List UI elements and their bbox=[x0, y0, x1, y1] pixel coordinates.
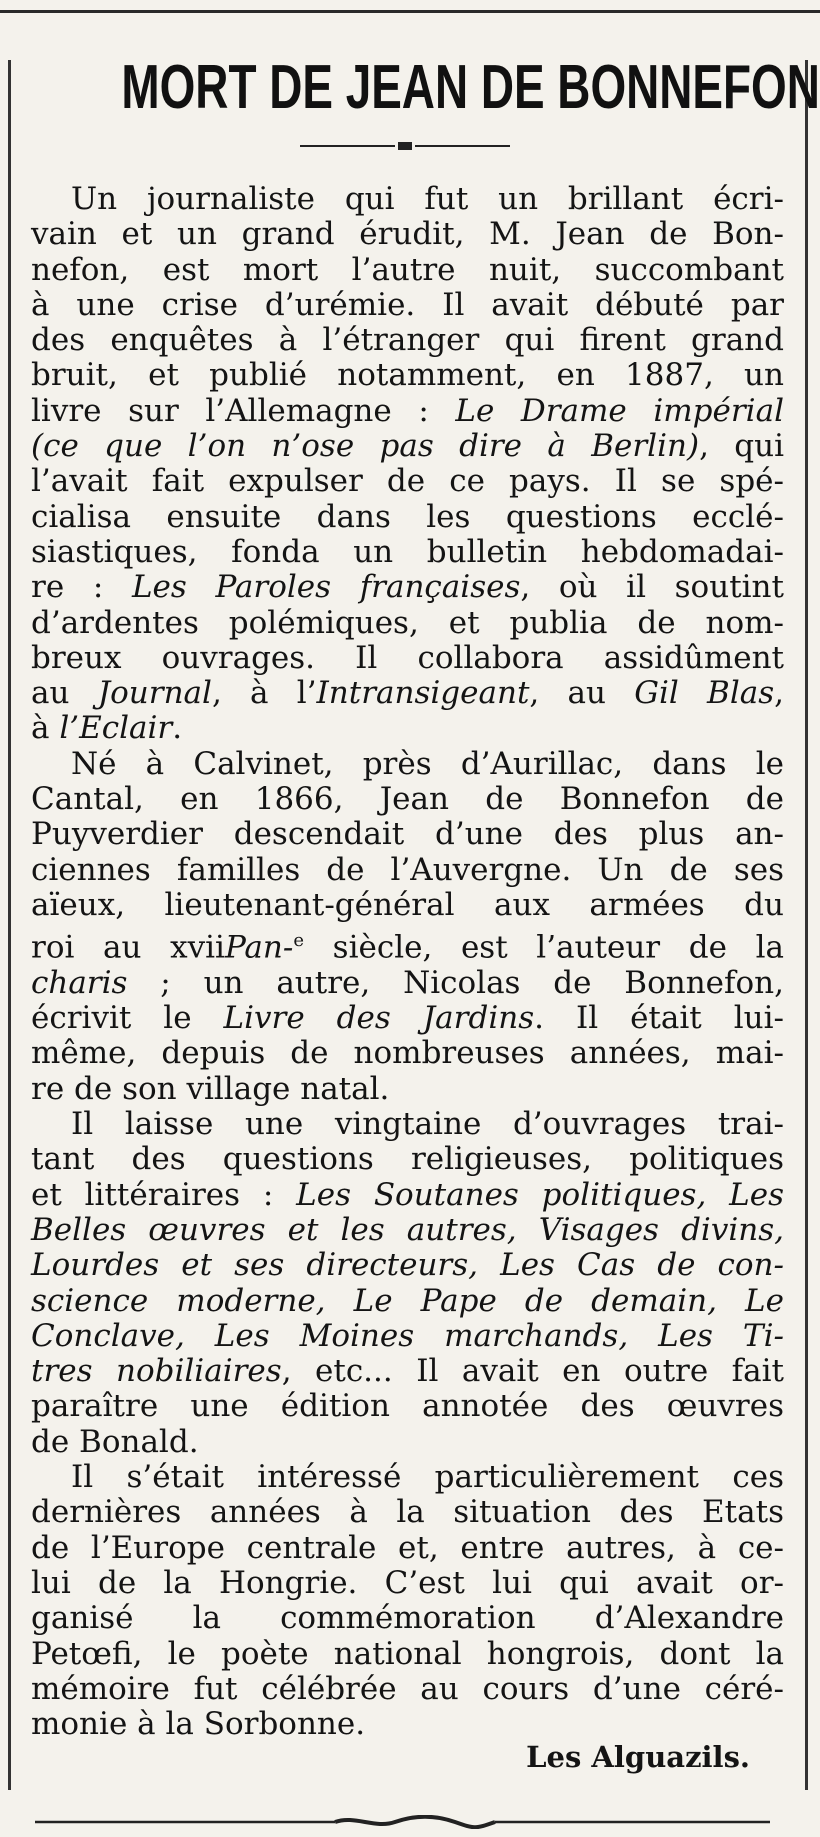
article-text: même, depuis de nombreuses années, mai- bbox=[31, 1035, 784, 1072]
article-text: monie à la Sorbonne. bbox=[31, 1706, 366, 1743]
article-text: e bbox=[293, 930, 305, 952]
article-line bbox=[31, 1672, 784, 1707]
article-line bbox=[31, 1178, 784, 1213]
article-text: re : bbox=[31, 569, 132, 606]
article-line bbox=[31, 182, 784, 217]
italic-title: Le Drame impérial bbox=[455, 392, 784, 429]
article-line bbox=[31, 1601, 784, 1636]
article-line bbox=[31, 429, 784, 464]
article-line bbox=[31, 1637, 784, 1672]
article-body bbox=[31, 182, 784, 1742]
article-text: d’ardentes polémiques, et publia de nom- bbox=[31, 604, 784, 641]
italic-title: Livre des Jardins bbox=[223, 1000, 535, 1037]
article-text: siastiques, fonda un bulletin hebdomadai- bbox=[31, 533, 784, 570]
article-text: livre sur l’Allemagne : bbox=[31, 392, 456, 429]
italic-title: Intransigeant bbox=[316, 675, 530, 712]
article-line bbox=[31, 711, 784, 746]
article-text: , bbox=[774, 675, 784, 712]
article-text: Petœfi, le poète national hongrois, dont la bbox=[31, 1635, 784, 1672]
bottom-ornament-rule bbox=[35, 1815, 770, 1829]
article-line bbox=[31, 253, 784, 288]
italic-title: science moderne, Le Pape de demain, Le bbox=[31, 1282, 784, 1319]
signature: Les Alguazils. bbox=[526, 1740, 750, 1774]
top-rule bbox=[0, 10, 820, 13]
article-text: l’avait fait expulser de ce pays. Il se spé- bbox=[31, 463, 784, 500]
article-text: Puyverdier descendait d’une des plus an- bbox=[31, 816, 784, 853]
title-ornament bbox=[300, 141, 510, 151]
article-text: . bbox=[172, 710, 183, 747]
article-text: nefon, est mort l’autre nuit, succombant bbox=[31, 251, 784, 288]
article-line bbox=[31, 1425, 784, 1460]
italic-title: Les Soutanes politiques, Les bbox=[296, 1176, 784, 1213]
headline: MORT DE JEAN DE BONNEFON bbox=[121, 53, 820, 122]
article-line bbox=[31, 535, 784, 570]
article-text: Cantal, en 1866, Jean de Bonnefon de bbox=[31, 781, 784, 818]
article-line bbox=[31, 641, 784, 676]
article-line bbox=[31, 570, 784, 605]
article-text: à une crise d’urémie. Il avait débuté par bbox=[31, 286, 784, 323]
article-line bbox=[31, 217, 784, 252]
article-line bbox=[31, 1389, 784, 1424]
italic-title: Gil Blas bbox=[634, 675, 775, 712]
italic-title: Lourdes et ses directeurs, Les Cas de con- bbox=[31, 1247, 784, 1284]
article-line bbox=[31, 464, 784, 499]
article-line bbox=[31, 1531, 784, 1566]
article-text: Il laisse une vingtaine d’ouvrages trai- bbox=[71, 1106, 784, 1143]
article-line bbox=[31, 323, 784, 358]
article-line bbox=[31, 1460, 784, 1495]
article-text: , où il soutint bbox=[520, 569, 784, 606]
article-text: paraître une édition annotée des œuvres bbox=[31, 1388, 784, 1425]
article-text: de l’Europe centrale et, entre autres, à ce- bbox=[31, 1529, 784, 1566]
article-text: dernières années à la situation des Etats bbox=[31, 1494, 784, 1531]
article-line bbox=[31, 1319, 784, 1354]
article-text: aïeux, lieutenant-général aux armées du bbox=[31, 886, 784, 923]
italic-title: Belles œuvres et les autres, Visages divins, bbox=[31, 1211, 784, 1248]
article-text: ; un autre, Nicolas de Bonnefon, bbox=[127, 964, 784, 1001]
article-line bbox=[31, 966, 784, 1001]
article-text: au bbox=[31, 675, 98, 712]
article-line bbox=[31, 782, 784, 817]
italic-title: Pan- bbox=[224, 929, 294, 966]
article-text: vain et un grand érudit, M. Jean de Bon- bbox=[31, 216, 784, 253]
column-rule-right bbox=[805, 60, 808, 1790]
article-text: , au bbox=[529, 675, 635, 712]
article-line bbox=[31, 1036, 784, 1071]
article-text: mémoire fut célébrée au cours d’une céré- bbox=[31, 1670, 784, 1707]
column-rule-left bbox=[8, 60, 11, 1790]
article-line bbox=[31, 1354, 784, 1389]
italic-title: Conclave, Les Moines marchands, Les Ti- bbox=[31, 1317, 784, 1354]
article-line bbox=[31, 923, 784, 966]
article-line bbox=[31, 888, 784, 923]
article-line bbox=[31, 500, 784, 535]
article-text: bruit, et publié notamment, en 1887, un bbox=[31, 357, 784, 394]
article-text: ganisé la commémoration d’Alexandre bbox=[31, 1600, 784, 1637]
article-line bbox=[31, 817, 784, 852]
article-line bbox=[31, 1001, 784, 1036]
article-line bbox=[31, 747, 784, 782]
italic-title: charis bbox=[31, 964, 128, 1001]
article-line bbox=[31, 1213, 784, 1248]
italic-title: Journal bbox=[97, 675, 212, 712]
article-text: roi au xvii bbox=[31, 929, 225, 966]
article-text: . Il était lui- bbox=[534, 1000, 784, 1037]
italic-title: (ce que l’on n’ose pas dire à Berlin) bbox=[31, 428, 700, 465]
article-text: , etc... Il avait en outre fait bbox=[281, 1353, 784, 1390]
article-text: écrivit le bbox=[31, 1000, 224, 1037]
article-line bbox=[31, 1707, 784, 1742]
article-line bbox=[31, 1284, 784, 1319]
article-line bbox=[31, 1566, 784, 1601]
article-line bbox=[31, 606, 784, 641]
article-text: tant des questions religieuses, politiques bbox=[31, 1141, 784, 1178]
italic-title: tres nobiliaires bbox=[31, 1353, 282, 1390]
article-line bbox=[31, 676, 784, 711]
article-line bbox=[31, 853, 784, 888]
article-text: re de son village natal. bbox=[31, 1070, 390, 1107]
article-text: cialisa ensuite dans les questions ecclé- bbox=[31, 498, 784, 535]
article-text: Né à Calvinet, près d’Aurillac, dans le bbox=[71, 745, 784, 782]
italic-title: l’Eclair bbox=[59, 710, 173, 747]
article-text: Il s’était intéressé particulièrement ces bbox=[71, 1459, 784, 1496]
article-line bbox=[31, 1248, 784, 1283]
article-text: , qui bbox=[699, 428, 784, 465]
italic-title: Les Paroles françaises bbox=[131, 569, 521, 606]
article-text: ciennes familles de l’Auvergne. Un de ses bbox=[31, 851, 784, 888]
article-line bbox=[31, 1495, 784, 1530]
article-text: siècle, est l’auteur de la bbox=[304, 929, 784, 966]
article-text: lui de la Hongrie. C’est lui qui avait or- bbox=[31, 1564, 784, 1601]
article-text: , à l’ bbox=[211, 675, 317, 712]
article-text: et littéraires : bbox=[31, 1176, 297, 1213]
article-line bbox=[31, 288, 784, 323]
article-text: breux ouvrages. Il collabora assidûment bbox=[31, 639, 784, 676]
article-line bbox=[31, 1107, 784, 1142]
article-line bbox=[31, 1142, 784, 1177]
article-text: Un journaliste qui fut un brillant écri- bbox=[71, 181, 784, 217]
article-text: de Bonald. bbox=[31, 1423, 199, 1460]
article-line bbox=[31, 1072, 784, 1107]
article-text: à bbox=[31, 710, 60, 747]
article-text: des enquêtes à l’étranger qui firent grand bbox=[31, 322, 784, 359]
article-line bbox=[31, 394, 784, 429]
article-line bbox=[31, 358, 784, 393]
